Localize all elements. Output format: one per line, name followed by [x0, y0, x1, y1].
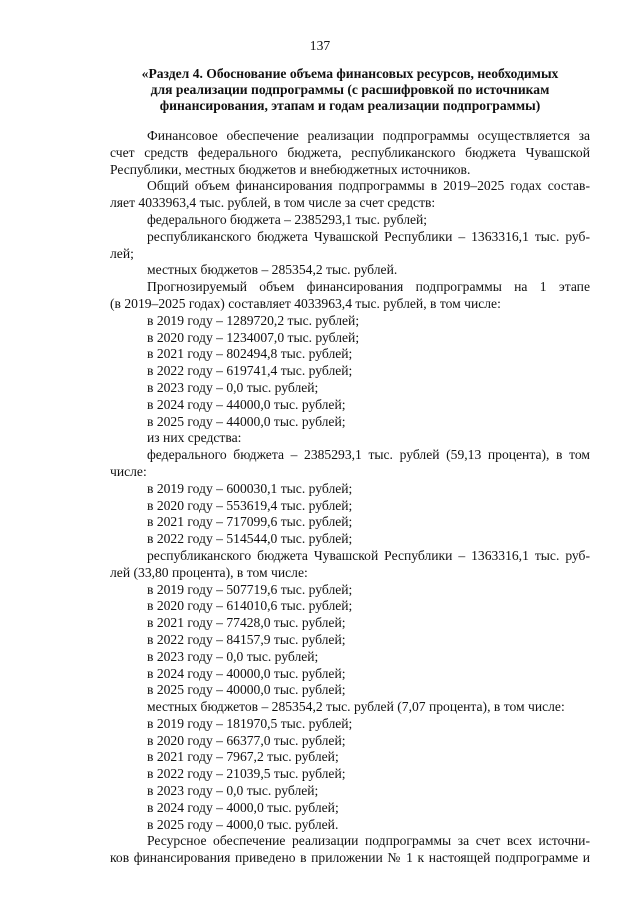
- list-item: в 2023 году – 0,0 тыс. рублей;: [147, 648, 319, 664]
- paragraph-line: счет средств федерального бюджета, республиканского бюджета Чувашской: [110, 144, 590, 160]
- list-item: в 2022 году – 619741,4 тыс. рублей;: [147, 363, 353, 379]
- paragraph-line: Ресурсное обеспечение реализации подпрограммы за счет всех источни-: [147, 833, 590, 849]
- list-item: в 2022 году – 514544,0 тыс. рублей;: [147, 531, 353, 547]
- list-item: в 2024 году – 44000,0 тыс. рублей;: [147, 396, 346, 412]
- list-item: в 2023 году – 0,0 тыс. рублей;: [147, 783, 319, 799]
- paragraph-line: лей;: [110, 245, 134, 261]
- paragraph-line: федерального бюджета – 2385293,1 тыс. рублей (59,13 процента), в том: [147, 447, 590, 463]
- paragraph-line: числе:: [110, 463, 147, 479]
- list-item: в 2021 году – 77428,0 тыс. рублей;: [147, 615, 346, 631]
- paragraph-line: ков финансирования приведено в приложении № 1 к настоящей подпрограмме и: [110, 850, 590, 866]
- paragraph-line: местных бюджетов – 285354,2 тыс. рублей.: [147, 262, 398, 278]
- list-item: в 2019 году – 181970,5 тыс. рублей;: [147, 715, 353, 731]
- paragraph-line: республиканского бюджета Чувашской Республики – 1363316,1 тыс. руб-: [147, 547, 590, 563]
- list-item: в 2021 году – 717099,6 тыс. рублей;: [147, 514, 353, 530]
- paragraph-line: ляет 4033963,4 тыс. рублей, в том числе за счет средств:: [110, 195, 436, 211]
- paragraph-line: из них средства:: [147, 430, 242, 446]
- list-item: в 2020 году – 66377,0 тыс. рублей;: [147, 732, 346, 748]
- list-item: в 2020 году – 1234007,0 тыс. рублей;: [147, 329, 360, 345]
- list-item: в 2019 году – 507719,6 тыс. рублей;: [147, 581, 353, 597]
- section-heading: [110, 66, 590, 114]
- list-item: в 2022 году – 21039,5 тыс. рублей;: [147, 766, 346, 782]
- paragraph-line: лей (33,80 процента), в том числе:: [110, 564, 308, 580]
- list-item: в 2023 году – 0,0 тыс. рублей;: [147, 379, 319, 395]
- paragraph-line: республиканского бюджета Чувашской Республики – 1363316,1 тыс. руб-: [147, 228, 590, 244]
- paragraph-line: Финансовое обеспечение реализации подпрограммы осуществляется за: [147, 128, 590, 143]
- list-item: в 2019 году – 1289720,2 тыс. рублей;: [147, 312, 360, 328]
- heading-line: финансирования, этапам и годам реализации подпрограммы): [159, 98, 541, 113]
- list-item: в 2024 году – 40000,0 тыс. рублей;: [147, 665, 346, 681]
- page-number: 137: [309, 38, 331, 53]
- paragraph-line: Республики, местных бюджетов и внебюджетных источников.: [110, 161, 471, 177]
- list-item: в 2025 году – 44000,0 тыс. рублей;: [147, 413, 346, 429]
- list-item: в 2025 году – 4000,0 тыс. рублей.: [147, 816, 339, 832]
- paragraph-line: местных бюджетов – 285354,2 тыс. рублей (7,07 процента), в том числе:: [147, 699, 565, 715]
- heading-line: «Раздел 4. Обоснование объема финансовых ресурсов, необходимых: [141, 66, 559, 81]
- list-item: в 2020 году – 553619,4 тыс. рублей;: [147, 497, 353, 513]
- paragraph-line: (в 2019–2025 годах) составляет 4033963,4 тыс. рублей, в том числе:: [110, 295, 501, 311]
- paragraph-line: Общий объем финансирования подпрограммы в 2019–2025 годах состав-: [147, 178, 590, 194]
- list-item: в 2021 году – 7967,2 тыс. рублей;: [147, 749, 339, 765]
- paragraph-line: Прогнозируемый объем финансирования подпрограммы на 1 этапе: [147, 279, 590, 295]
- list-item: в 2022 году – 84157,9 тыс. рублей;: [147, 631, 346, 647]
- paragraph-line: федерального бюджета – 2385293,1 тыс. рублей;: [147, 211, 428, 227]
- document-body: [110, 128, 590, 867]
- list-item: в 2020 году – 614010,6 тыс. рублей;: [147, 598, 353, 614]
- list-item: в 2021 году – 802494,8 тыс. рублей;: [147, 346, 353, 362]
- list-item: в 2025 году – 40000,0 тыс. рублей;: [147, 682, 346, 698]
- list-item: в 2024 году – 4000,0 тыс. рублей;: [147, 799, 339, 815]
- heading-line: для реализации подпрограммы (с расшифровкой по источникам: [150, 82, 550, 97]
- list-item: в 2019 году – 600030,1 тыс. рублей;: [147, 480, 353, 496]
